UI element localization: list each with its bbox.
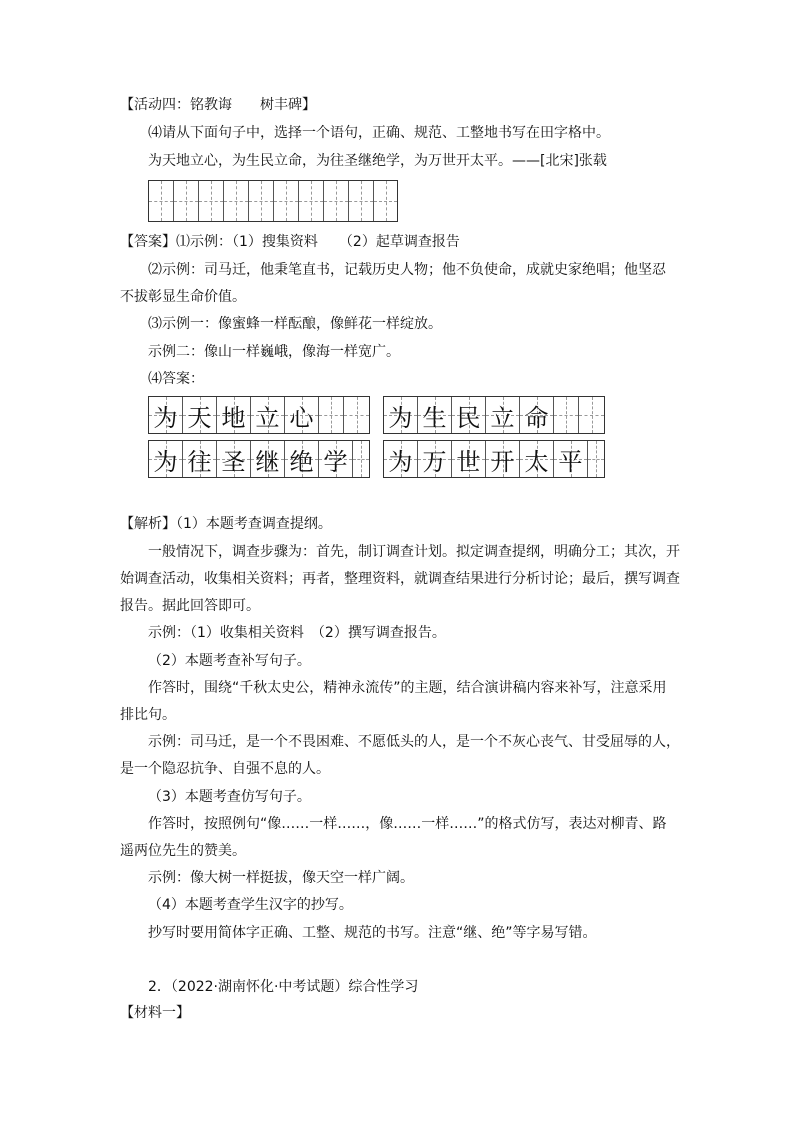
grid-cell xyxy=(554,441,588,477)
grid-cell xyxy=(319,397,344,433)
grid-char: 绝 xyxy=(289,447,314,476)
answer-4-label: ⑷答案： xyxy=(148,371,204,387)
analysis-1-line2: 始调查活动，收集相关资料；再者，整理资料，就调查结果进行分析讨论；最后，撰写调查 xyxy=(120,571,680,587)
grid-cell xyxy=(349,181,374,221)
grid-char: 地 xyxy=(221,403,246,432)
grid-cell xyxy=(149,441,183,477)
grid-char: 继 xyxy=(255,447,280,476)
grid-cell xyxy=(452,397,486,433)
analysis-4: （4）本题考查学生汉字的抄写。 xyxy=(148,897,353,913)
grid-cell xyxy=(319,441,353,477)
grid-cell xyxy=(285,441,319,477)
grid-cell xyxy=(486,441,520,477)
grid-char: 民 xyxy=(456,403,481,432)
answer-3-line1: ⑶示例一：像蜜蜂一样酝酿，像鲜花一样绽放。 xyxy=(148,316,442,332)
answer-grid-row1-right xyxy=(383,396,605,434)
grid-char: 生 xyxy=(422,403,447,432)
grid-char: 万 xyxy=(422,447,447,476)
answer-2-line1: ⑵示例：司马迁，他秉笔直书，记载历史人物；他不负使命，成就史家绝唱；他坚忍 xyxy=(148,262,666,278)
grid-cell xyxy=(217,397,251,433)
grid-cell xyxy=(418,441,452,477)
grid-cell xyxy=(224,181,249,221)
analysis-2-example2: 是一个隐忍抗争、自强不息的人。 xyxy=(120,761,330,777)
grid-cell xyxy=(324,181,349,221)
grid-char: 为 xyxy=(153,447,178,476)
grid-cell xyxy=(183,441,217,477)
grid-cell xyxy=(353,441,369,477)
answer-grid-row1-left xyxy=(148,396,370,434)
grid-cell xyxy=(149,181,174,221)
grid-char xyxy=(579,397,604,433)
grid-cell xyxy=(384,441,418,477)
grid-cell xyxy=(199,181,224,221)
grid-cell xyxy=(285,397,319,433)
grid-cell xyxy=(374,181,397,221)
answer-3-line2: 示例二：像山一样巍峨，像海一样宽广。 xyxy=(148,344,400,360)
grid-cell xyxy=(486,397,520,433)
analysis-1-line1: 一般情况下，调查步骤为：首先，制订调查计划。拟定调查提纲，明确分工；其次，开 xyxy=(148,544,680,560)
activity4-title: 【活动四：铭教诲 树丰碑】 xyxy=(120,97,316,113)
grid-cell xyxy=(249,181,274,221)
analysis-3-line2: 遥两位先生的赞美。 xyxy=(120,843,246,859)
grid-cell xyxy=(251,441,285,477)
grid-char xyxy=(344,397,369,433)
grid-cell xyxy=(217,441,251,477)
analysis-2-line2: 排比句。 xyxy=(120,707,176,723)
grid-char: 世 xyxy=(456,447,481,476)
grid-char: 为 xyxy=(153,403,178,432)
grid-char: 立 xyxy=(490,403,515,432)
grid-cell xyxy=(520,397,554,433)
grid-char: 立 xyxy=(255,403,280,432)
grid-char: 太 xyxy=(524,447,549,476)
answer-1: 【答案】⑴示例：（1）搜集资料 （2）起草调查报告 xyxy=(120,234,460,250)
quote-zhangzai: 为天地立心，为生民立命，为往圣继绝学，为万世开太平。——[北宋]张载 xyxy=(148,153,607,169)
grid-char: 为 xyxy=(388,403,413,432)
grid-char xyxy=(353,441,369,477)
grid-cell xyxy=(579,397,604,433)
empty-tianzige-grid xyxy=(148,180,398,222)
grid-char: 命 xyxy=(524,403,549,432)
grid-cell xyxy=(251,397,285,433)
grid-cell xyxy=(418,397,452,433)
analysis-3-line1: 作答时，按照例句“像……一样……，像……一样……”的格式仿写，表达对柳青、路 xyxy=(148,816,667,832)
analysis-1-example: 示例：（1）收集相关资料 （2）撰写调查报告。 xyxy=(148,625,446,641)
analysis-3: （3）本题考查仿写句子。 xyxy=(148,789,311,805)
grid-cell xyxy=(149,397,183,433)
analysis-2: （2）本题考查补写句子。 xyxy=(148,653,311,669)
grid-char xyxy=(588,441,604,477)
grid-char: 心 xyxy=(289,403,314,432)
grid-cell xyxy=(174,181,199,221)
analysis-2-example1: 示例：司马迁，是一个不畏困难、不愿低头的人，是一个不灰心丧气、甘受屈辱的人， xyxy=(148,734,680,750)
grid-cell xyxy=(299,181,324,221)
analysis-2-line1: 作答时，围绕“千秋太史公，精神永流传”的主题，结合演讲稿内容来补写，注意采用 xyxy=(148,680,667,696)
grid-char xyxy=(319,397,343,433)
grid-cell xyxy=(520,441,554,477)
grid-char: 开 xyxy=(490,447,515,476)
grid-char: 往 xyxy=(187,447,212,476)
question-2-title: 2．（2022·湖南怀化·中考试题）综合性学习 xyxy=(148,979,419,995)
answer-grid-row2-left xyxy=(148,440,370,478)
answer-grid-row2-right xyxy=(383,440,605,478)
grid-cell xyxy=(588,441,604,477)
grid-cell xyxy=(452,441,486,477)
grid-char: 平 xyxy=(558,447,583,476)
question-4: ⑷请从下面句子中，选择一个语句，正确、规范、工整地书写在田字格中。 xyxy=(148,125,610,141)
grid-char: 学 xyxy=(323,447,348,476)
grid-char: 圣 xyxy=(221,447,246,476)
analysis-4-line1: 抄写时要用简体字正确、工整、规范的书写。注意“继、绝”等字易写错。 xyxy=(148,925,597,941)
analysis-1-line3: 报告。据此回答即可。 xyxy=(120,598,260,614)
grid-char: 天 xyxy=(187,403,212,432)
grid-cell xyxy=(554,397,579,433)
grid-cell xyxy=(274,181,299,221)
analysis-1: 【解析】（1）本题考查调查提纲。 xyxy=(120,516,332,532)
grid-cell xyxy=(344,397,369,433)
grid-cell xyxy=(384,397,418,433)
analysis-3-example: 示例：像大树一样挺拔，像天空一样广阔。 xyxy=(148,870,414,886)
grid-char: 为 xyxy=(388,447,413,476)
material-1-heading: 【材料一】 xyxy=(120,1005,190,1021)
answer-2-line2: 不拔彰显生命价值。 xyxy=(120,289,246,305)
grid-cell xyxy=(183,397,217,433)
grid-char xyxy=(554,397,578,433)
